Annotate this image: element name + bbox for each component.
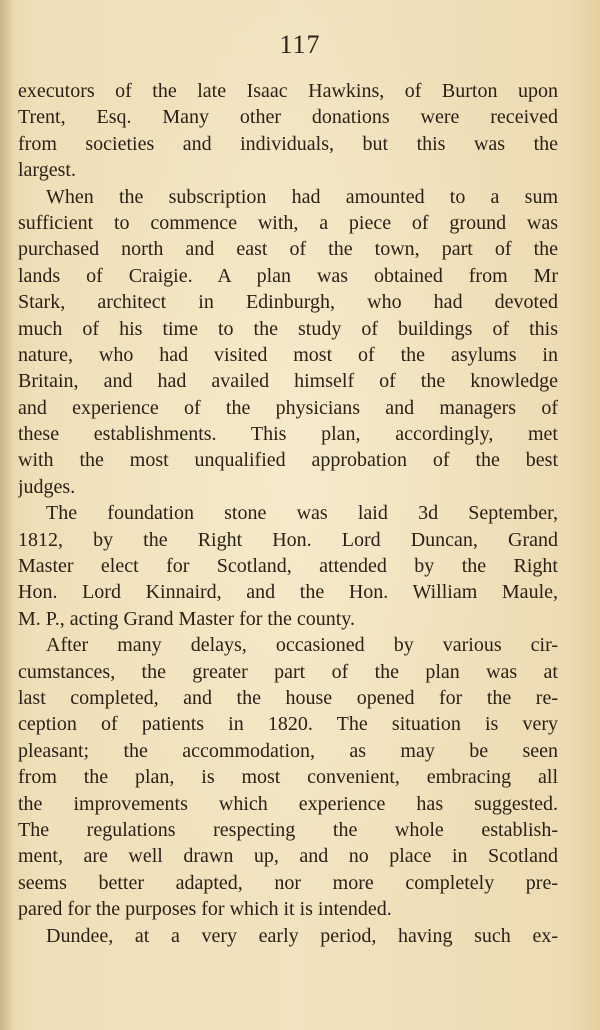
text-line: executors of the late Isaac Hawkins, of Burton upon — [18, 80, 558, 102]
text-line: Stark, architect in Edinburgh, who had devoted — [18, 291, 558, 314]
text-line: 1812, by the Right Hon. Lord Duncan, Grand — [18, 528, 558, 551]
text-line: from societies and individuals, but this was the — [18, 132, 558, 155]
text-line: seems better adapted, nor more completely pre- — [18, 871, 558, 894]
text-line: with the most unqualified approbation of the best — [18, 449, 558, 472]
text-line: Dundee, at a very early period, having such ex- — [46, 924, 558, 947]
text-line: The regulations respecting the whole establish- — [18, 818, 558, 841]
text-line: from the plan, is most convenient, embracing all — [18, 766, 558, 789]
text-line: Britain, and had availed himself of the knowledge — [18, 370, 558, 393]
text-line: nature, who had visited most of the asylums in — [18, 343, 558, 366]
text-line: The foundation stone was laid 3d September, — [46, 502, 558, 525]
text-line: When the subscription had amounted to a sum — [46, 185, 558, 208]
text-line: pleasant; the accommodation, as may be seen — [18, 739, 558, 762]
text-line: and experience of the physicians and managers of — [18, 396, 558, 419]
text-line: purchased north and east of the town, part of the — [18, 238, 558, 261]
text-line: judges. — [18, 475, 76, 498]
text-line: Trent, Esq. Many other donations were received — [18, 106, 558, 129]
text-line: sufficient to commence with, a piece of ground was — [18, 211, 558, 234]
text-line: lands of Craigie. A plan was obtained from Mr — [18, 264, 558, 287]
text-line: Hon. Lord Kinnaird, and the Hon. William Maule, — [18, 581, 558, 604]
text-line: last completed, and the house opened for the re- — [18, 686, 558, 709]
text-line: Master elect for Scotland, attended by the Right — [18, 555, 558, 578]
page-number: 117 — [279, 30, 321, 59]
body-text — [18, 78, 558, 949]
text-line: much of his time to the study of buildings of this — [18, 317, 558, 340]
text-line: M. P., acting Grand Master for the county. — [18, 607, 355, 630]
text-line: ment, are well drawn up, and no place in Scotland — [18, 845, 558, 868]
text-line: cumstances, the greater part of the plan was at — [18, 660, 558, 683]
text-line: the improvements which experience has suggested. — [18, 792, 558, 815]
text-line: After many delays, occasioned by various cir- — [46, 634, 558, 657]
text-line: ception of patients in 1820. The situation is very — [18, 713, 558, 736]
page-gutter — [0, 0, 14, 1030]
text-line: these establishments. This plan, accordingly, met — [18, 423, 558, 446]
text-line: largest. — [18, 159, 76, 182]
text-line: pared for the purposes for which it is intended. — [18, 898, 392, 921]
